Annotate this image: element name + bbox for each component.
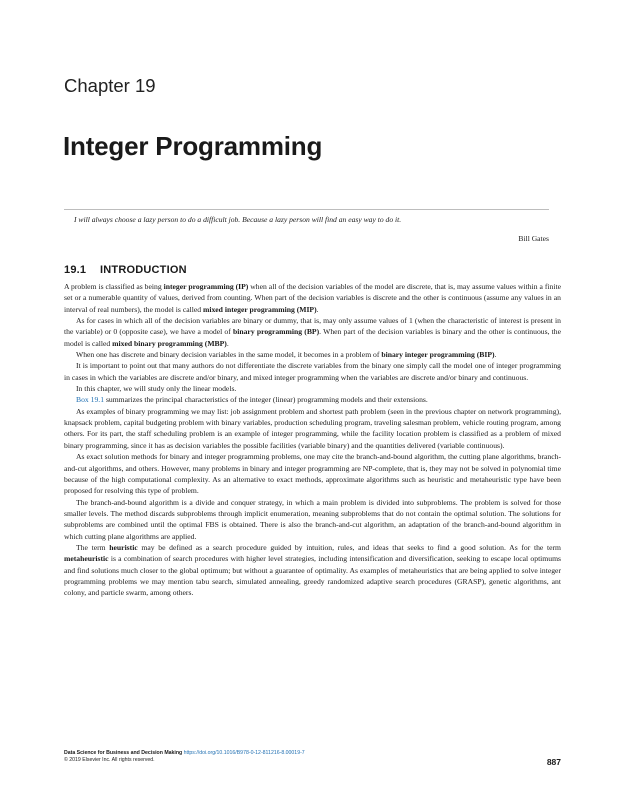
paragraph: [64, 394, 561, 405]
term-binary-integer-programming: binary integer programming (BIP): [381, 350, 495, 360]
term-mixed-integer-programming: mixed integer programming (MIP): [202, 304, 317, 314]
footer-book-line: [64, 750, 561, 757]
page-number: 887: [546, 757, 561, 767]
text-run: is a combination of search procedures with higher level strategies, including intensification and diversification, seeking to escape local optimums and find solutions much closer to the global optimum; but without a guarantee of optimality. As examples of metaheuristics that are being applied to solve integer programming problems we may mention tabu search, simulated annealing, greedy randomized adaptive search procedures (GRASP), genetic algorithms, ant colony, and particle swarm, among others.: [64, 554, 561, 598]
text-run: when all of the decision variables of the model are discrete, that is, may assume values within a finite set or a numerable quantity of values, derived from counting. When part of the decision variables is discrete and the other is continuous (assume any values in an interval of real numbers), the model is called: [64, 282, 561, 314]
text-run: The term: [76, 542, 110, 552]
chapter-label: Chapter 19: [64, 75, 156, 96]
paragraph: As examples of binary programming we may list: job assignment problem and shortest path problem (seen in the previous chapter on network programming), knapsack problem, capital budgeting problem with binary variables, production scheduling program, traveling salesman problem, vehicle routing program, among others. For its part, the staff scheduling problem is an example of integer programming, while the facility location problem is classified as a problem of mixed binary programming, since it has as decision variables the possible facilities (variable binary) and the quantities delivered (variable continuous).: [64, 406, 561, 450]
term-metaheuristic: metaheuristic: [64, 554, 109, 564]
term-heuristic: heuristic: [109, 542, 138, 552]
page-footer: [64, 750, 561, 764]
paragraph: [64, 349, 561, 360]
footer-doi-link[interactable]: https://doi.org/10.1016/B978-0-12-811216-8.00019-7: [183, 750, 305, 756]
body-text: [64, 281, 561, 599]
term-binary-programming: binary programming (BP): [232, 327, 320, 337]
text-run: A problem is classified as being: [64, 282, 164, 291]
text-run: .: [226, 338, 229, 348]
section-number: 19.1: [64, 264, 87, 276]
text-run: . When part of the decision variables is binary and the other is continuous, the model is called: [64, 327, 561, 348]
paragraph: It is important to point out that many authors do not differentiate the discrete variables from the binary one simply call the model one of integer programming in cases in which the variables are discrete and/or binary, and mixed integer programming when the variables are discrete and/or binary and continuous.: [64, 361, 561, 382]
text-run: summarizes the principal characteristics of the integer (linear) programming models and their extensions.: [104, 395, 428, 405]
paragraph: [64, 315, 561, 349]
text-run: .: [316, 304, 319, 314]
text-run: As for cases in which all of the decision variables are binary or dummy, that is, may only assume values of 1 (when the characteristic of interest is present in the variable) or 0 (opposite case), we have a model of: [64, 316, 561, 337]
epigraph-quote: I will always choose a lazy person to do a difficult job. Because a lazy person will find an easy way to do it.: [74, 215, 402, 224]
footer-book-title: Data Science for Business and Decision Making: [64, 750, 183, 756]
text-run: may be defined as a search procedure guided by intuition, rules, and ideas that seeks to find a good solution. As for the term: [137, 542, 562, 552]
paragraph: [64, 542, 561, 599]
text-run: .: [494, 350, 497, 360]
section-title: INTRODUCTION: [100, 264, 187, 276]
paragraph: [64, 281, 561, 315]
term-mixed-binary-programming: mixed binary programming (MBP): [112, 338, 227, 348]
footer-copyright: © 2019 Elsevier Inc. All rights reserved.: [64, 757, 155, 763]
paragraph: In this chapter, we will study only the linear models.: [76, 384, 237, 394]
paragraph: The branch-and-bound algorithm is a divide and conquer strategy, in which a main problem is divided into subproblems. The problem is solved for those smaller levels. The method discards subproblems through implicit enumeration, meaning subproblems that do not contain the optimal solution. The solutions for subproblems are combined until the optimal FBS is obtained. There is also the branch-and-cut algorithm, an adaptation of the branch-and-bound algorithm in which cutting plane algorithms are applied.: [64, 497, 561, 541]
epigraph-author: Bill Gates: [518, 234, 549, 243]
text-run: When one has discrete and binary decision variables in the same model, it becomes in a problem of: [76, 350, 382, 360]
paragraph: As exact solution methods for binary and integer programming problems, one may cite the branch-and-bound algorithm, the cutting plane algorithms, branch-and-cut algorithms, and others. However, many problems in binary and integer programming are NP-complete, that is, they may not be solved in polynomial time because of the high computational complexity. As an alternative to exact methods, approximate algorithms such as heuristic and metaheuristic type have been proposed for resolving this type of problem.: [64, 452, 561, 496]
epigraph-divider: [64, 209, 549, 210]
box-reference-link[interactable]: Box 19.1: [76, 395, 105, 405]
term-integer-programming: integer programming (IP): [163, 282, 249, 291]
chapter-title: Integer Programming: [63, 131, 323, 161]
section-heading: [64, 264, 187, 276]
